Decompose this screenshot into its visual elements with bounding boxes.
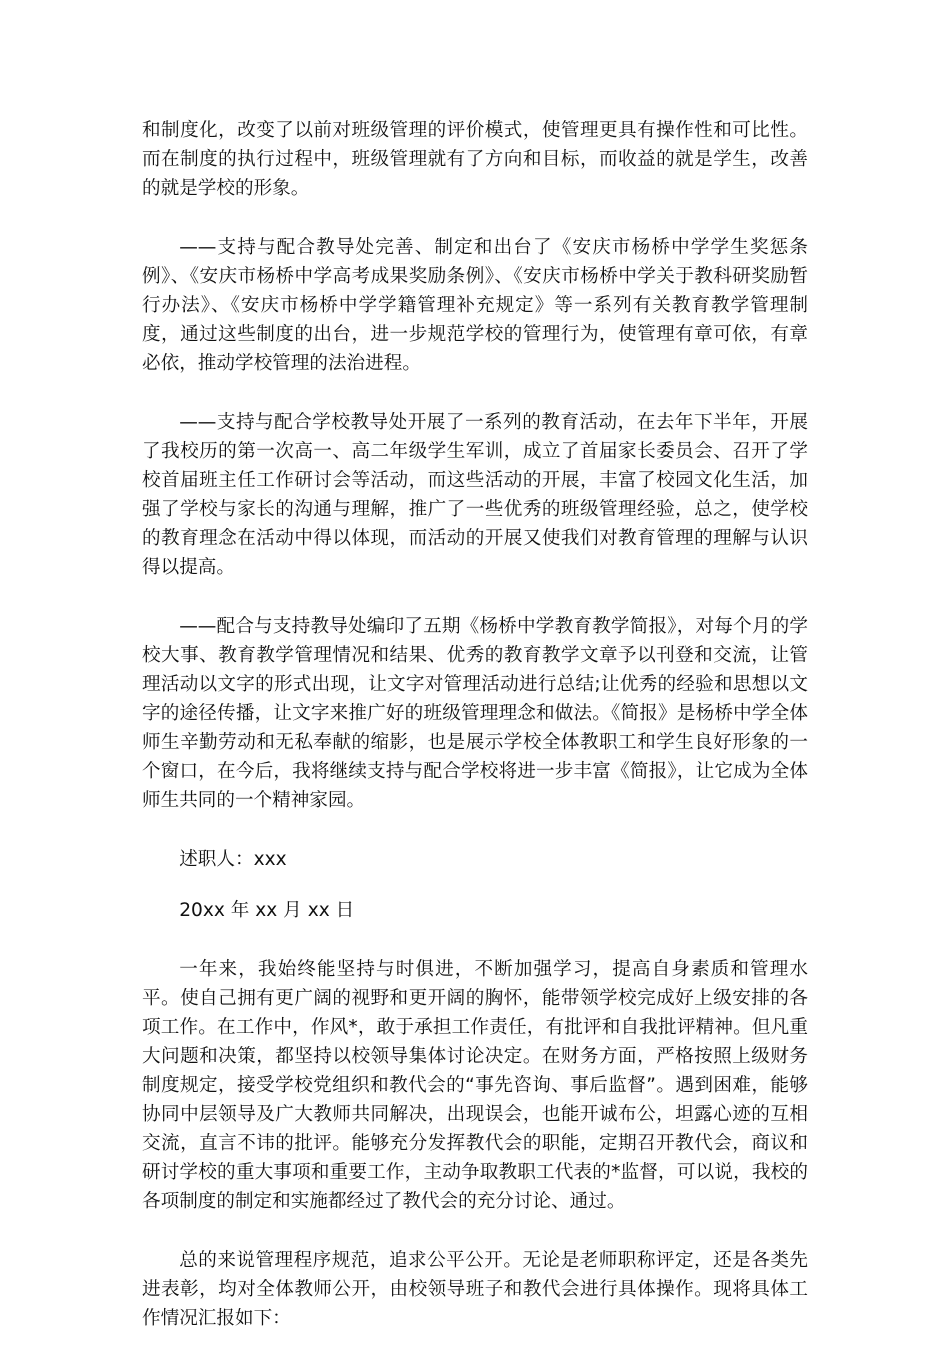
paragraph-summary: 总的来说管理程序规范，追求公平公开。无论是老师职称评定，还是各类先进表彰，均对全体教师公开，由校领导班子和教代会进行具体操作。现将具体工作情况汇报如下：: [142, 1250, 808, 1329]
paragraph-bulletin: ——配合与支持教导处编印了五期《杨桥中学教育教学简报》，对每个月的学校大事、教育教学管理情况和结果、优秀的教育教学文章予以刊登和交流，让管理活动以文字的形式出现，让文字对管理活动进行总结;让优秀的经验和思想以文字的途径传播，让文字来推广好的班级管理理念和做法。《简报》是杨桥中学全体师生辛勤劳动和无私奉献的缩影，也是展示学校全体教职工和学生良好形象的一个窗口，在今后，我将继续支持与配合学校将进一步丰富《简报》，让它成为全体师生共同的一个精神家园。: [142, 616, 808, 811]
reporter-line: 述职人：xxx: [179, 849, 287, 870]
paragraph-rules: ——支持与配合教导处完善、制定和出台了《安庆市杨桥中学学生奖惩条例》、《安庆市杨桥中学高考成果奖励条例》、《安庆市杨桥中学关于教科研奖励暂行办法》、《安庆市杨桥中学学籍管理补充规定》等一系列有关教育教学管理制度，通过这些制度的出台，进一步规范学校的管理行为，使管理有章可依，有章必依，推动学校管理的法治进程。: [142, 237, 808, 374]
paragraph-activities: ——支持与配合学校教导处开展了一系列的教育活动，在去年下半年，开展了我校历的第一次高一、高二年级学生军训，成立了首届家长委员会、召开了学校首届班主任工作研讨会等活动，而这些活动的开展，丰富了校园文化生活，加强了学校与家长的沟通与理解，推广了一些优秀的班级管理经验，总之，使学校的教育理念在活动中得以体现，而活动的开展又使我们对教育管理的理解与认识得以提高。: [142, 412, 808, 578]
date-line: 20xx 年 xx 月 xx 日: [179, 900, 355, 921]
document-page: [142, 116, 808, 1363]
paragraph-year-review: 一年来，我始终能坚持与时俱进，不断加强学习，提高自身素质和管理水平。使自己拥有更广阔的视野和更开阔的胸怀，能带领学校完成好上级安排的各项工作。在工作中，作风*，敢于承担工作责任，有批评和自我批评精神。但凡重大问题和决策，都坚持以校领导集体讨论决定。在财务方面，严格按照上级财务制度规定，接受学校党组织和教代会的“事先咨询、事后监督”。遇到困难，能够协同中层领导及广大教师共同解决，出现误会，也能开诚布公，坦露心迹的互相交流，直言不讳的批评。能够充分发挥教代会的职能，定期召开教代会，商议和研讨学校的重大事项和重要工作，主动争取教职工代表的*监督，可以说，我校的各项制度的制定和实施都经过了教代会的充分讨论、通过。: [142, 959, 808, 1212]
paragraph-continuation: 和制度化，改变了以前对班级管理的评价模式，使管理更具有操作性和可比性。而在制度的执行过程中，班级管理就有了方向和目标，而收益的就是学生，改善的就是学校的形象。: [142, 120, 808, 199]
